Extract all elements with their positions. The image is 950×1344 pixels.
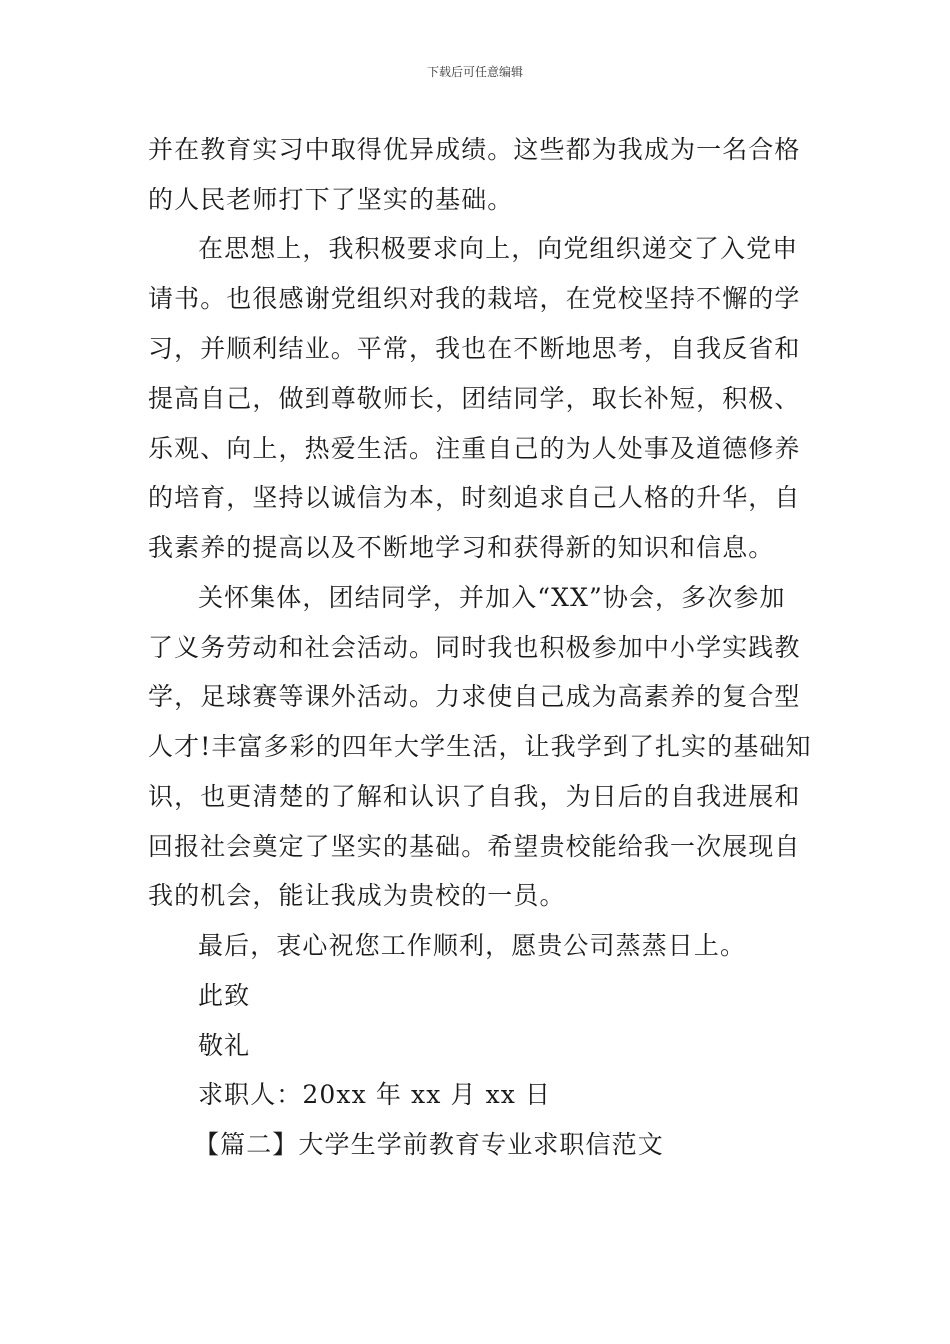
body-line: 学，足球赛等课外活动。力求使自己成为高素养的复合型 — [148, 682, 801, 711]
body-line: 了义务劳动和社会活动。同时我也积极参加中小学实践教 — [148, 633, 801, 662]
salutation-cizhi: 此致 — [198, 981, 251, 1010]
body-line: 识，也更清楚的了解和认识了自我，为日后的自我进展和 — [148, 782, 801, 811]
closing-wish: 最后，衷心祝您工作顺利，愿贵公司蒸蒸日上。 — [198, 931, 747, 960]
body-line: 在思想上，我积极要求向上，向党组织递交了入党申 — [198, 234, 799, 263]
salutation-jingli: 敬礼 — [198, 1031, 251, 1060]
body-line: 乐观、向上，热爱生活。注重自己的为人处事及道德修养 — [148, 434, 801, 463]
body-line: 关怀集体，团结同学，并加入“XX”协会，多次参加 — [198, 583, 786, 612]
applicant-date: 求职人：20xx 年 xx 月 xx 日 — [198, 1080, 552, 1109]
body-line: 我素养的提高以及不断地学习和获得新的知识和信息。 — [148, 533, 775, 562]
body-line: 的培育，坚持以诚信为本，时刻追求自己人格的升华，自 — [148, 483, 801, 512]
section-heading: 【篇二】大学生学前教育专业求职信范文 — [194, 1130, 664, 1159]
body-line: 提高自己，做到尊敬师长，团结同学，取长补短，积极、 — [148, 384, 801, 413]
body-line: 习，并顺利结业。平常，我也在不断地思考，自我反省和 — [148, 334, 801, 363]
page-header: 下载后可任意编辑 — [426, 65, 523, 79]
body-line: 请书。也很感谢党组织对我的栽培，在党校坚持不懈的学 — [148, 284, 801, 313]
body-line: 我的机会，能让我成为贵校的一员。 — [148, 881, 566, 910]
body-line: 并在教育实习中取得优异成绩。这些都为我成为一名合格 — [148, 135, 801, 164]
body-line: 人才!丰富多彩的四年大学生活，让我学到了扎实的基础知 — [148, 732, 812, 761]
body-line: 回报社会奠定了坚实的基础。希望贵校能给我一次展现自 — [148, 832, 801, 861]
body-line: 的人民老师打下了坚实的基础。 — [148, 185, 514, 214]
